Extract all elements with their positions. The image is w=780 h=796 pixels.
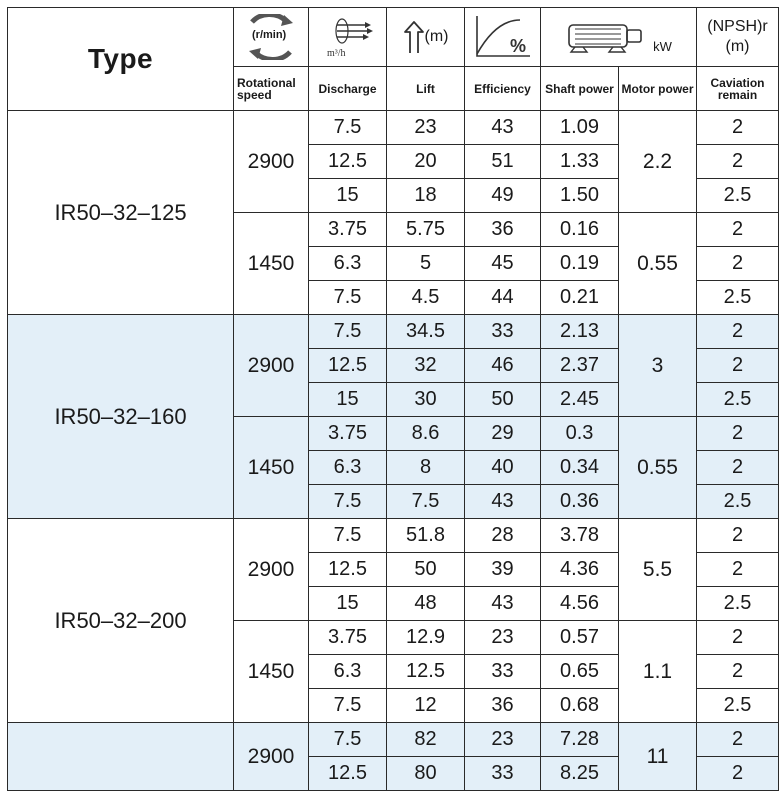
lift-cell: 30 <box>387 383 465 417</box>
shaft-power-cell: 8.25 <box>541 757 619 791</box>
lift-cell: 51.8 <box>387 519 465 553</box>
shaft-power-cell: 2.13 <box>541 315 619 349</box>
efficiency-cell: 33 <box>465 655 541 689</box>
efficiency-cell: 51 <box>465 145 541 179</box>
motor-power-label: Motor power <box>619 67 697 111</box>
discharge-cell: 6.3 <box>309 655 387 689</box>
npsh-cell: 2 <box>697 213 779 247</box>
shaft-power-cell: 3.78 <box>541 519 619 553</box>
discharge-cell: 15 <box>309 587 387 621</box>
motor-power-cell: 1.1 <box>619 621 697 723</box>
cavitation-label-line2: remain <box>717 87 758 102</box>
shaft-power-cell: 2.45 <box>541 383 619 417</box>
shaft-power-cell: 1.33 <box>541 145 619 179</box>
shaft-power-cell: 0.3 <box>541 417 619 451</box>
table-row <box>8 315 779 349</box>
speed-cell: 2900 <box>234 315 309 417</box>
table-body <box>8 111 779 791</box>
header-icon-row <box>8 8 779 67</box>
efficiency-cell: 28 <box>465 519 541 553</box>
motor-power-cell: 5.5 <box>619 519 697 621</box>
lift-cell: 80 <box>387 757 465 791</box>
shaft-power-cell: 0.19 <box>541 247 619 281</box>
shaft-power-cell: 0.34 <box>541 451 619 485</box>
lift-cell: 50 <box>387 553 465 587</box>
npsh-cell: 2 <box>697 349 779 383</box>
type-cell: IR50–32–160 <box>8 315 234 519</box>
lift-unit: (m) <box>424 28 449 45</box>
npsh-cell: 2 <box>697 757 779 791</box>
discharge-cell: 7.5 <box>309 723 387 757</box>
discharge-cell: 12.5 <box>309 145 387 179</box>
efficiency-cell: 43 <box>465 485 541 519</box>
npsh-cell: 2 <box>697 247 779 281</box>
npsh-cell: 2.5 <box>697 485 779 519</box>
efficiency-label: Efficiency <box>465 67 541 111</box>
shaft-power-cell: 0.16 <box>541 213 619 247</box>
lift-cell: 5.75 <box>387 213 465 247</box>
lift-cell: 18 <box>387 179 465 213</box>
speed-cell: 2900 <box>234 723 309 791</box>
shaft-power-cell: 0.36 <box>541 485 619 519</box>
lift-icon-header <box>387 8 465 67</box>
lift-cell: 7.5 <box>387 485 465 519</box>
speed-label-line1: Rotational <box>237 75 296 90</box>
discharge-cell: 7.5 <box>309 485 387 519</box>
table-row <box>8 519 779 553</box>
lift-cell: 34.5 <box>387 315 465 349</box>
speed-cell: 2900 <box>234 111 309 213</box>
discharge-label: Discharge <box>309 67 387 111</box>
efficiency-cell: 43 <box>465 587 541 621</box>
lift-cell: 8 <box>387 451 465 485</box>
npsh-header <box>697 8 779 67</box>
efficiency-cell: 36 <box>465 689 541 723</box>
efficiency-cell: 23 <box>465 723 541 757</box>
shaft-power-cell: 1.50 <box>541 179 619 213</box>
discharge-icon-header <box>309 8 387 67</box>
shaft-power-cell: 0.21 <box>541 281 619 315</box>
speed-label-line2: speed <box>237 87 272 102</box>
shaft-power-cell: 0.68 <box>541 689 619 723</box>
efficiency-curve-icon <box>474 14 532 60</box>
lift-cell: 12.5 <box>387 655 465 689</box>
speed-cell: 1450 <box>234 213 309 315</box>
motor-power-cell: 11 <box>619 723 697 791</box>
shaft-power-cell: 1.09 <box>541 111 619 145</box>
type-cell: IR50–32–125 <box>8 111 234 315</box>
shaft-power-cell: 7.28 <box>541 723 619 757</box>
lift-cell: 32 <box>387 349 465 383</box>
type-header: Type <box>8 8 234 111</box>
efficiency-cell: 33 <box>465 315 541 349</box>
npsh-cell: 2.5 <box>697 281 779 315</box>
npsh-cell: 2 <box>697 655 779 689</box>
efficiency-cell: 36 <box>465 213 541 247</box>
speed-label <box>234 67 309 111</box>
efficiency-cell: 39 <box>465 553 541 587</box>
shaft-power-cell: 0.65 <box>541 655 619 689</box>
npsh-title: (NPSH)r <box>707 18 768 35</box>
efficiency-cell: 45 <box>465 247 541 281</box>
speed-icon-header <box>234 8 309 67</box>
discharge-cell: 12.5 <box>309 349 387 383</box>
speed-cell: 1450 <box>234 621 309 723</box>
speed-cell: 2900 <box>234 519 309 621</box>
motor-power-cell: 0.55 <box>619 417 697 519</box>
motor-power-cell: 0.55 <box>619 213 697 315</box>
lift-cell: 8.6 <box>387 417 465 451</box>
table-row <box>8 111 779 145</box>
npsh-cell: 2.5 <box>697 383 779 417</box>
shaft-power-cell: 4.36 <box>541 553 619 587</box>
motor-power-cell: 2.2 <box>619 111 697 213</box>
npsh-cell: 2 <box>697 145 779 179</box>
discharge-cell: 15 <box>309 383 387 417</box>
efficiency-icon-header <box>465 8 541 67</box>
efficiency-unit: % <box>509 36 526 56</box>
discharge-cell: 7.5 <box>309 519 387 553</box>
efficiency-cell: 46 <box>465 349 541 383</box>
shaft-power-cell: 0.57 <box>541 621 619 655</box>
npsh-cell: 2 <box>697 315 779 349</box>
lift-cell: 4.5 <box>387 281 465 315</box>
discharge-cell: 7.5 <box>309 689 387 723</box>
npsh-cell: 2.5 <box>697 689 779 723</box>
speed-cell: 1450 <box>234 417 309 519</box>
lift-label: Lift <box>387 67 465 111</box>
power-icon-header <box>541 8 697 67</box>
npsh-cell: 2.5 <box>697 587 779 621</box>
cavitation-label <box>697 67 779 111</box>
discharge-cell: 6.3 <box>309 451 387 485</box>
shaft-power-label: Shaft power <box>541 67 619 111</box>
npsh-cell: 2 <box>697 451 779 485</box>
discharge-cell: 15 <box>309 179 387 213</box>
motor-icon <box>565 20 651 54</box>
shaft-power-cell: 4.56 <box>541 587 619 621</box>
pump-performance-table <box>7 7 779 791</box>
lift-cell: 5 <box>387 247 465 281</box>
cavitation-label-line1: Caviation <box>710 75 765 90</box>
lift-cell: 12 <box>387 689 465 723</box>
npsh-cell: 2 <box>697 417 779 451</box>
discharge-flow-icon <box>323 15 373 59</box>
npsh-cell: 2.5 <box>697 179 779 213</box>
speed-unit: (r/min) <box>252 29 287 41</box>
shaft-power-cell: 2.37 <box>541 349 619 383</box>
npsh-cell: 2 <box>697 519 779 553</box>
lift-cell: 82 <box>387 723 465 757</box>
npsh-cell: 2 <box>697 621 779 655</box>
power-unit: kW <box>653 39 672 54</box>
efficiency-cell: 23 <box>465 621 541 655</box>
efficiency-cell: 29 <box>465 417 541 451</box>
npsh-cell: 2 <box>697 111 779 145</box>
type-cell: IR50–32–200 <box>8 519 234 723</box>
efficiency-cell: 49 <box>465 179 541 213</box>
efficiency-cell: 33 <box>465 757 541 791</box>
npsh-cell: 2 <box>697 723 779 757</box>
npsh-cell: 2 <box>697 553 779 587</box>
discharge-cell: 7.5 <box>309 315 387 349</box>
discharge-cell: 12.5 <box>309 757 387 791</box>
discharge-cell: 3.75 <box>309 417 387 451</box>
discharge-unit: m³/h <box>326 48 346 59</box>
discharge-cell: 7.5 <box>309 111 387 145</box>
discharge-cell: 3.75 <box>309 213 387 247</box>
lift-cell: 20 <box>387 145 465 179</box>
lift-cell: 12.9 <box>387 621 465 655</box>
discharge-cell: 6.3 <box>309 247 387 281</box>
npsh-unit: (m) <box>725 38 750 55</box>
discharge-cell: 7.5 <box>309 281 387 315</box>
efficiency-cell: 40 <box>465 451 541 485</box>
lift-cell: 23 <box>387 111 465 145</box>
discharge-cell: 12.5 <box>309 553 387 587</box>
efficiency-cell: 44 <box>465 281 541 315</box>
table-row <box>8 723 779 757</box>
lift-cell: 48 <box>387 587 465 621</box>
type-cell <box>8 723 234 791</box>
discharge-cell: 3.75 <box>309 621 387 655</box>
efficiency-cell: 43 <box>465 111 541 145</box>
lift-arrow-icon <box>403 20 425 54</box>
motor-power-cell: 3 <box>619 315 697 417</box>
efficiency-cell: 50 <box>465 383 541 417</box>
